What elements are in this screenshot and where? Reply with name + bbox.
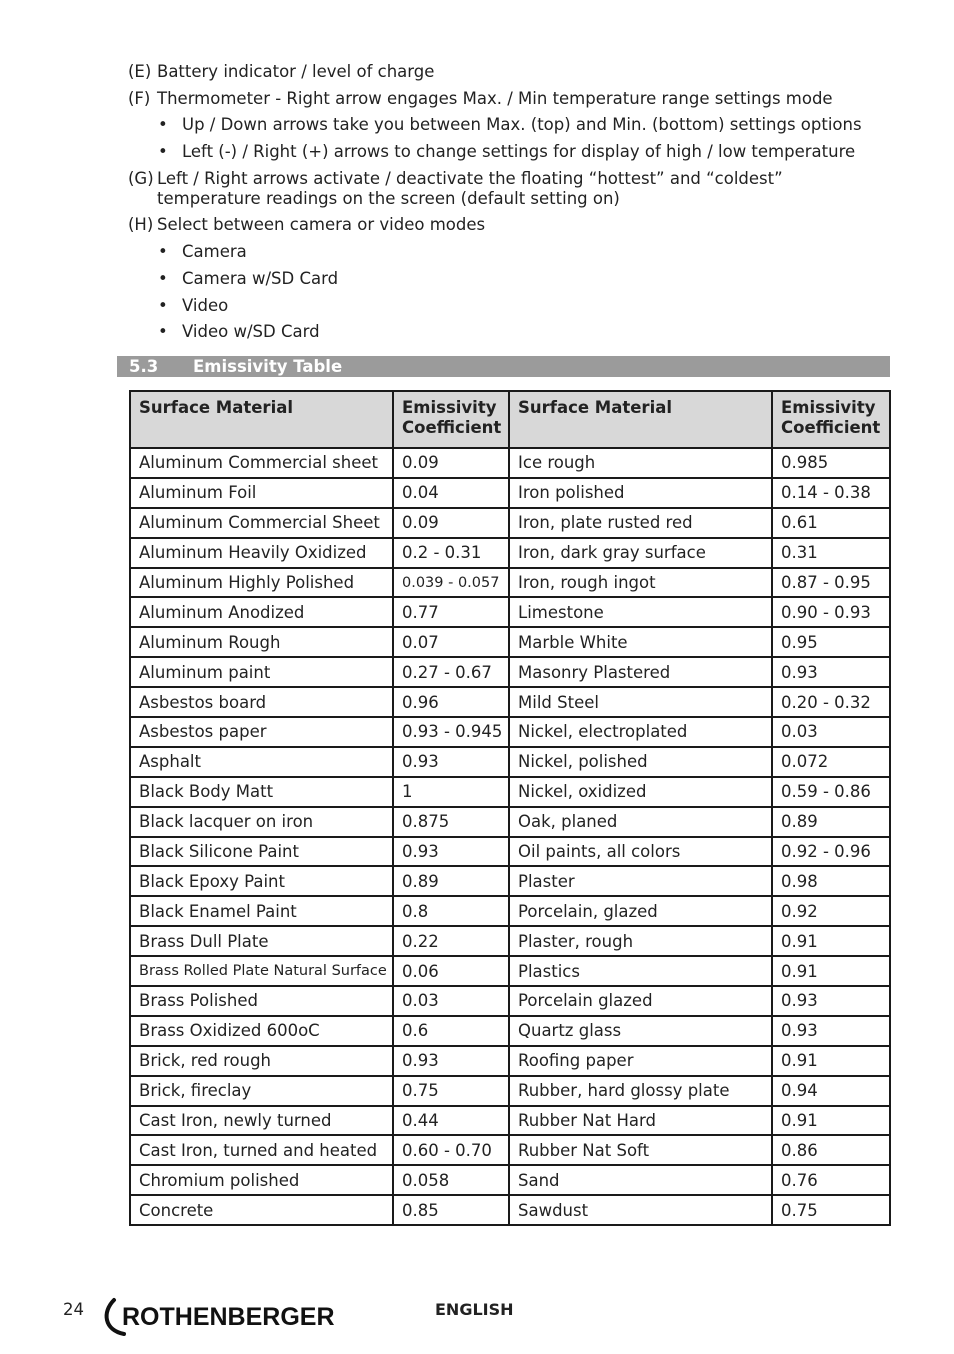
material-cell: Brass Dull Plate [130, 926, 393, 956]
table-row [130, 657, 890, 687]
coefficient-cell: 0.93 [393, 837, 509, 867]
material-cell: Iron, dark gray surface [509, 538, 772, 568]
coefficient-cell: 0.14 - 0.38 [772, 478, 890, 508]
material-cell: Aluminum Commercial sheet [130, 448, 393, 478]
logo-text: ROTHENBERGER [122, 1303, 335, 1331]
coefficient-cell: 0.93 [772, 1016, 890, 1046]
section-heading [117, 356, 890, 377]
material-cell: Brick, red rough [130, 1046, 393, 1076]
coefficient-cell: 0.61 [772, 508, 890, 538]
column-header: Emissivity Coefficient [772, 391, 890, 448]
coefficient-cell: 0.90 - 0.93 [772, 597, 890, 627]
coefficient-cell: 0.8 [393, 896, 509, 926]
table-row [130, 1076, 890, 1106]
material-cell: Brick, fireclay [130, 1076, 393, 1106]
table-row [130, 687, 890, 717]
coefficient-cell: 0.91 [772, 1106, 890, 1136]
coefficient-cell: 0.44 [393, 1106, 509, 1136]
material-cell: Sand [509, 1165, 772, 1195]
coefficient-cell: 0.072 [772, 747, 890, 777]
table-row [130, 478, 890, 508]
table-row [130, 866, 890, 896]
material-cell: Plaster, rough [509, 926, 772, 956]
coefficient-cell: 0.058 [393, 1165, 509, 1195]
table-row [130, 807, 890, 837]
material-cell: Iron, plate rusted red [509, 508, 772, 538]
coefficient-cell: 0.875 [393, 807, 509, 837]
coefficient-cell: 0.85 [393, 1195, 509, 1225]
coefficient-cell: 0.92 - 0.96 [772, 837, 890, 867]
table-header-row [130, 391, 890, 448]
material-cell: Cast Iron, newly turned [130, 1106, 393, 1136]
coefficient-cell: 0.03 [393, 986, 509, 1016]
material-cell: Plastics [509, 956, 772, 986]
column-header: Emissivity Coefficient [393, 391, 509, 448]
material-cell: Black Epoxy Paint [130, 866, 393, 896]
material-cell: Aluminum Anodized [130, 597, 393, 627]
rothenberger-logo [100, 1294, 350, 1338]
bullet-item: • Video w/SD Card [128, 322, 888, 342]
material-cell: Porcelain glazed [509, 986, 772, 1016]
coefficient-cell: 0.95 [772, 627, 890, 657]
coefficient-cell: 0.76 [772, 1165, 890, 1195]
coefficient-cell: 0.31 [772, 538, 890, 568]
material-cell: Nickel, electroplated [509, 717, 772, 747]
coefficient-cell: 0.27 - 0.67 [393, 657, 509, 687]
table-row [130, 747, 890, 777]
material-cell: Masonry Plastered [509, 657, 772, 687]
coefficient-cell: 0.91 [772, 926, 890, 956]
coefficient-cell: 0.86 [772, 1135, 890, 1165]
coefficient-cell: 0.20 - 0.32 [772, 687, 890, 717]
material-cell: Oak, planed [509, 807, 772, 837]
coefficient-cell: 0.94 [772, 1076, 890, 1106]
table-row [130, 956, 890, 986]
material-cell: Sawdust [509, 1195, 772, 1225]
material-cell: Plaster [509, 866, 772, 896]
material-cell: Roofing paper [509, 1046, 772, 1076]
coefficient-cell: 0.6 [393, 1016, 509, 1046]
table-row [130, 1135, 890, 1165]
coefficient-cell: 0.87 - 0.95 [772, 568, 890, 598]
column-header: Surface Material [509, 391, 772, 448]
list-item-g: (G) Left / Right arrows activate / deactivate the floating “hottest” and “coldest” temperature readings on the screen (default setting on) [128, 168, 783, 208]
material-cell: Quartz glass [509, 1016, 772, 1046]
material-cell: Cast Iron, turned and heated [130, 1135, 393, 1165]
material-cell: Black Silicone Paint [130, 837, 393, 867]
material-cell: Aluminum Commercial Sheet [130, 508, 393, 538]
section-title: Emissivity Table [193, 357, 343, 376]
coefficient-cell: 0.59 - 0.86 [772, 777, 890, 807]
coefficient-cell: 0.89 [393, 866, 509, 896]
material-cell: Porcelain, glazed [509, 896, 772, 926]
material-cell: Chromium polished [130, 1165, 393, 1195]
coefficient-cell: 0.985 [772, 448, 890, 478]
list-item-h: (H) Select between camera or video modes [128, 215, 486, 235]
material-cell: Asbestos board [130, 687, 393, 717]
material-cell: Brass Rolled Plate Natural Surface [130, 956, 393, 986]
coefficient-cell: 0.07 [393, 627, 509, 657]
material-cell: Oil paints, all colors [509, 837, 772, 867]
language-label: ENGLISH [435, 1300, 514, 1319]
coefficient-cell: 0.09 [393, 508, 509, 538]
material-cell: Ice rough [509, 448, 772, 478]
table-row [130, 508, 890, 538]
bullet-item: • Up / Down arrows take you between Max. (top) and Min. (bottom) settings options [128, 115, 888, 135]
material-cell: Concrete [130, 1195, 393, 1225]
material-cell: Aluminum Foil [130, 478, 393, 508]
coefficient-cell: 0.09 [393, 448, 509, 478]
bullet-item: • Camera w/SD Card [128, 269, 888, 289]
coefficient-cell: 0.75 [772, 1195, 890, 1225]
material-cell: Brass Polished [130, 986, 393, 1016]
instruction-list [128, 62, 888, 349]
material-cell: Nickel, polished [509, 747, 772, 777]
material-cell: Marble White [509, 627, 772, 657]
coefficient-cell: 0.93 [393, 1046, 509, 1076]
material-cell: Aluminum paint [130, 657, 393, 687]
coefficient-cell: 0.77 [393, 597, 509, 627]
page-number: 24 [63, 1300, 84, 1319]
bullet-item: • Video [128, 296, 888, 316]
material-cell: Aluminum Heavily Oxidized [130, 538, 393, 568]
coefficient-cell: 0.91 [772, 1046, 890, 1076]
material-cell: Aluminum Rough [130, 627, 393, 657]
coefficient-cell: 0.93 [772, 986, 890, 1016]
coefficient-cell: 1 [393, 777, 509, 807]
section-number: 5.3 [129, 357, 159, 376]
coefficient-cell: 0.03 [772, 717, 890, 747]
bullet-item: • Camera [128, 242, 888, 262]
table-row [130, 1195, 890, 1225]
material-cell: Nickel, oxidized [509, 777, 772, 807]
coefficient-cell: 0.22 [393, 926, 509, 956]
coefficient-cell: 0.91 [772, 956, 890, 986]
material-cell: Black Body Matt [130, 777, 393, 807]
table-row [130, 896, 890, 926]
coefficient-cell: 0.2 - 0.31 [393, 538, 509, 568]
table-row [130, 837, 890, 867]
list-item-f: (F) Thermometer - Right arrow engages Max. / Min temperature range settings mode [128, 88, 833, 108]
coefficient-cell: 0.60 - 0.70 [393, 1135, 509, 1165]
table-row [130, 1106, 890, 1136]
table-row [130, 568, 890, 598]
material-cell: Rubber Nat Hard [509, 1106, 772, 1136]
table-row [130, 926, 890, 956]
table-row [130, 986, 890, 1016]
coefficient-cell: 0.04 [393, 478, 509, 508]
material-cell: Rubber Nat Soft [509, 1135, 772, 1165]
coefficient-cell: 0.89 [772, 807, 890, 837]
material-cell: Brass Oxidized 600oC [130, 1016, 393, 1046]
column-header: Surface Material [130, 391, 393, 448]
coefficient-cell: 0.93 [393, 747, 509, 777]
coefficient-cell: 0.98 [772, 866, 890, 896]
coefficient-cell: 0.93 [772, 657, 890, 687]
material-cell: Iron, rough ingot [509, 568, 772, 598]
table-row [130, 777, 890, 807]
material-cell: Black lacquer on iron [130, 807, 393, 837]
material-cell: Asphalt [130, 747, 393, 777]
table-row [130, 717, 890, 747]
table-row [130, 627, 890, 657]
table-row [130, 597, 890, 627]
coefficient-cell: 0.96 [393, 687, 509, 717]
material-cell: Asbestos paper [130, 717, 393, 747]
bullet-item: • Left (-) / Right (+) arrows to change settings for display of high / low temperature [128, 142, 888, 162]
material-cell: Aluminum Highly Polished [130, 568, 393, 598]
material-cell: Mild Steel [509, 687, 772, 717]
table-row [130, 538, 890, 568]
material-cell: Limestone [509, 597, 772, 627]
table-row [130, 448, 890, 478]
list-item-e: (E) Battery indicator / level of charge [128, 62, 435, 81]
coefficient-cell: 0.039 - 0.057 [393, 568, 509, 598]
material-cell: Iron polished [509, 478, 772, 508]
table-row [130, 1016, 890, 1046]
coefficient-cell: 0.75 [393, 1076, 509, 1106]
page-footer [0, 1290, 954, 1340]
table-row [130, 1046, 890, 1076]
table-row [130, 1165, 890, 1195]
coefficient-cell: 0.92 [772, 896, 890, 926]
coefficient-cell: 0.93 - 0.945 [393, 717, 509, 747]
coefficient-cell: 0.06 [393, 956, 509, 986]
emissivity-table [129, 390, 891, 1226]
material-cell: Rubber, hard glossy plate [509, 1076, 772, 1106]
material-cell: Black Enamel Paint [130, 896, 393, 926]
